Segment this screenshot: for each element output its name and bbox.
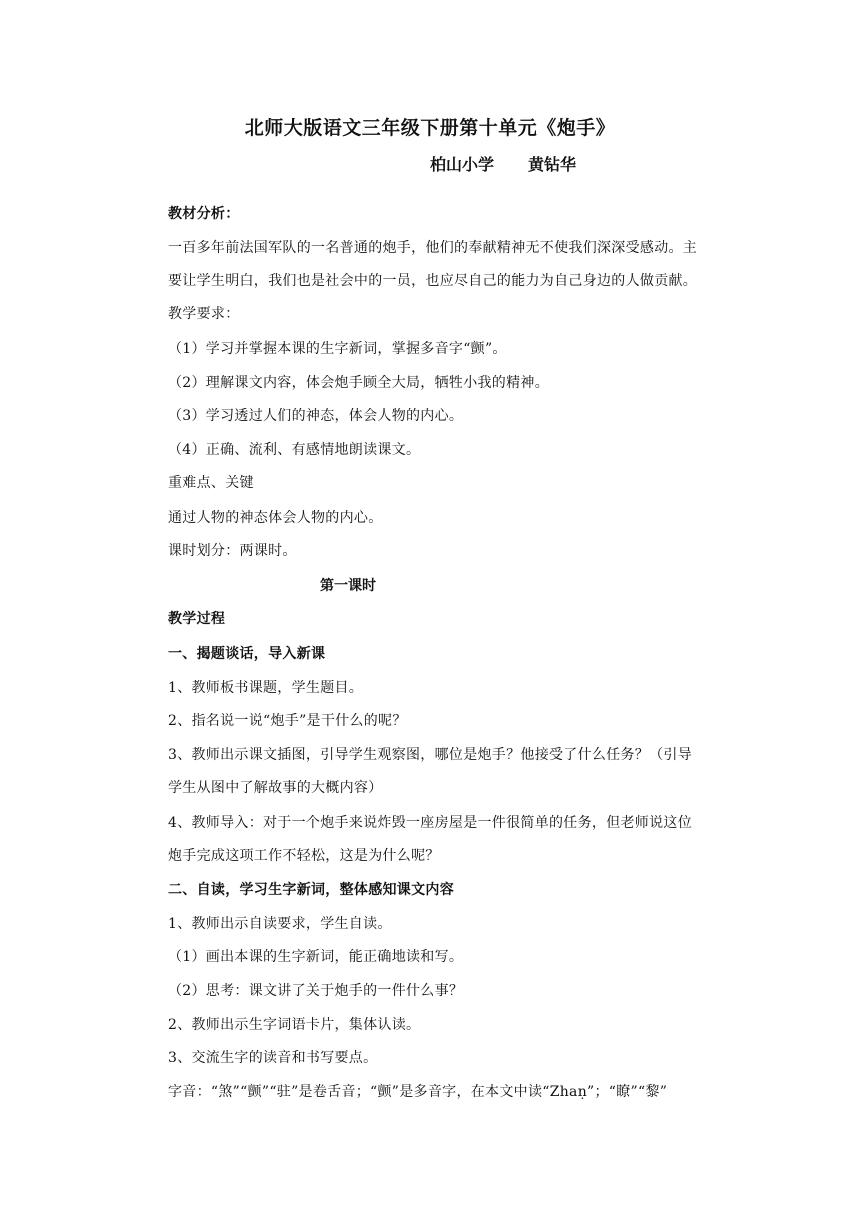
- list-item: 1、教师板书课题，学生题目。: [168, 680, 364, 696]
- school-name: 柏山小学: [430, 155, 495, 174]
- document-title: 北师大版语文三年级下册第十单元《炮手》: [244, 117, 616, 139]
- author-line: [430, 152, 576, 175]
- section-heading-step-two: 二、自读，学习生字新词，整体感知课文内容: [168, 882, 454, 898]
- section-heading-teaching-process: 教学过程: [168, 611, 226, 627]
- list-item: （1）画出本课的生字新词，能正确地读和写。: [168, 949, 464, 965]
- paragraph-line: 要让学生明白，我们也是社会中的一员，也应尽自己的能力为自己身边的人做贡献。: [168, 273, 698, 289]
- paragraph-line: 通过人物的神态体会人物的内心。: [168, 510, 383, 526]
- section-heading-step-one: 一、揭题谈话，导入新课: [168, 646, 326, 662]
- section-heading-key-points: 重难点、关键: [168, 475, 254, 491]
- list-item: 3、交流生字的读音和书写要点。: [168, 1050, 378, 1066]
- list-item: （1）学习并掌握本课的生字新词，掌握多音字“颤”。: [168, 341, 507, 357]
- paragraph-line: 炮手完成这项工作不轻松，这是为什么呢？: [168, 848, 440, 864]
- list-item: 2、指名说一说“炮手”是干什么的呢？: [168, 713, 407, 729]
- list-item: 2、教师出示生字词语卡片，集体认读。: [168, 1017, 421, 1033]
- list-item: （2）理解课文内容，体会炮手顾全大局，牺牲小我的精神。: [168, 375, 550, 391]
- paragraph-line: 课时划分：两课时。: [168, 543, 297, 559]
- paragraph-line: 一百多年前法国军队的一名普通的炮手，他们的奉献精神无不使我们深深受感动。主: [168, 240, 698, 256]
- list-item: （3）学习透过人们的神态，体会人物的内心。: [168, 408, 464, 424]
- list-item: 4、教师导入：对于一个炮手来说炸毁一座房屋是一件很简单的任务，但老师说这位: [168, 815, 693, 831]
- list-item: 3、教师出示课文插图，引导学生观察图，哪位是炮手？他接受了什么任务？（引导: [168, 747, 693, 763]
- section-heading-material-analysis: 教材分析：: [168, 206, 240, 222]
- section-heading-teaching-requirements: 教学要求：: [168, 306, 240, 322]
- lesson-heading: 第一课时: [320, 578, 376, 594]
- paragraph-line: 字音：“煞”“颤”“驻”是卷舌音；“颤”是多音字，在本文中读“Zhaṇ”；“瞭”“黎”: [168, 1084, 668, 1100]
- author-name: 黄钻华: [528, 155, 577, 174]
- list-item: （2）思考：课文讲了关于炮手的一件什么事？: [168, 983, 464, 999]
- list-item: 1、教师出示自读要求，学生自读。: [168, 916, 392, 932]
- list-item: （4）正确、流利、有感情地朗读课文。: [168, 442, 421, 458]
- paragraph-line: 学生从图中了解故事的大概内容）: [168, 780, 383, 796]
